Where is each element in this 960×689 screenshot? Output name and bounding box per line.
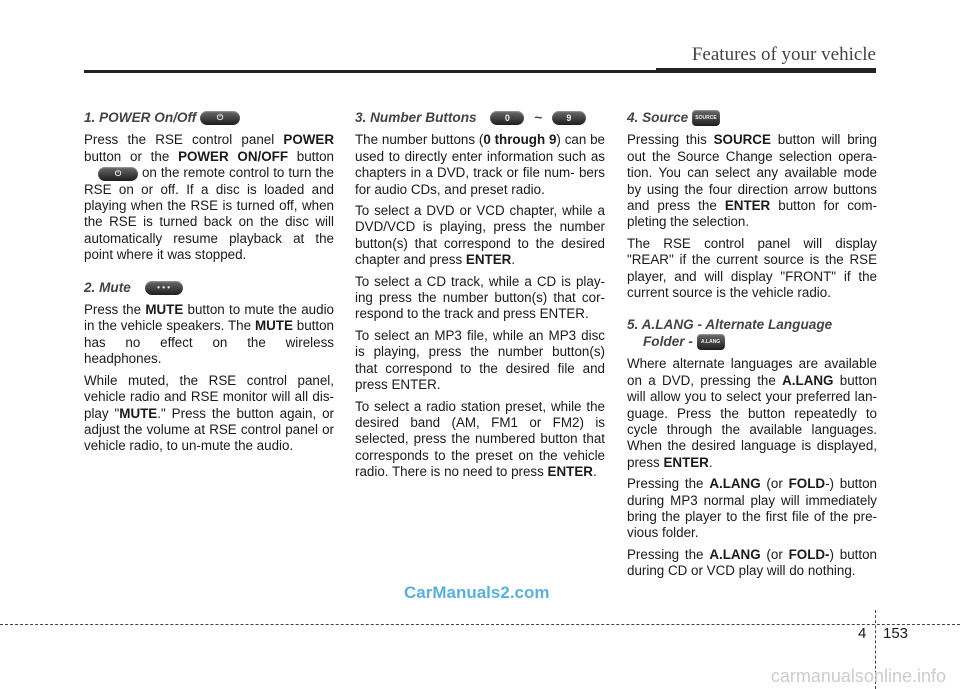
number-para-4: To select an MP3 file, while an MP3 disc is playing, press the number button(s) that correspond to the desired file and press ENTER.	[355, 327, 605, 393]
alang-button-icon: A.LANG	[697, 334, 725, 350]
section-source-title: 4. Source	[627, 110, 689, 125]
section-mute-heading	[84, 280, 334, 296]
alang-para-2: Pressing the A.LANG (or FOLD-) button during MP3 normal play will immediately bring the player to the first file of the pre- vious folder.	[627, 476, 878, 541]
section-alang-heading	[627, 317, 877, 350]
footer-site-watermark: carmanualsonline.info	[770, 666, 946, 686]
section-power-title: 1. POWER On/Off	[84, 110, 197, 125]
page-number: 153	[883, 625, 909, 642]
watermark-link[interactable]: CarManuals2.com	[404, 583, 550, 602]
column-3	[627, 110, 877, 585]
source-para-1: Pressing this SOURCE button will bring out the Source Change selection opera- tion. You can select any available mode by using the four direction arrow buttons and press the ENTER button for com- pleting the selection.	[627, 132, 877, 230]
footer-dashed-rule	[0, 624, 960, 625]
remote-power-icon: ⏻	[98, 167, 138, 181]
section-power-heading	[84, 110, 334, 126]
section-mute-title: 2. Mute	[84, 279, 131, 295]
page-header-title: Features of your vehicle	[691, 44, 876, 65]
section-mute-body-2: While muted, the RSE control panel, vehicle radio and RSE monitor will all dis- play "MUTE." Press the button again, or adjust the volume at RSE control panel or vehicle radio, to un-mute the audio.	[84, 372, 334, 454]
section-number-title: 3. Number Buttons	[355, 110, 477, 125]
number-para-2: To select a DVD or VCD chapter, while a DVD/VCD is playing, press the number button(s) that correspond to the desired chapter and press ENTER.	[355, 203, 605, 268]
number-para-1: The number buttons (0 through 9) can be used to directly enter information such as chapters in a DVD, track or file num- bers for audio CDs, and preset radio.	[355, 132, 605, 197]
source-button-icon: SOURCE	[692, 110, 720, 126]
column-2	[355, 110, 605, 486]
chapter-number: 4	[858, 625, 867, 642]
section-alang-title: 5. A.LANG - Alternate Language	[627, 317, 833, 333]
section-source-heading	[627, 110, 877, 126]
alang-para-3: Pressing the A.LANG (or FOLD-) button during CD or VCD play will do nothing.	[627, 546, 877, 579]
power-button-icon: ⏻	[200, 111, 240, 125]
number-para-3: To select a CD track, while a CD is play- ing press the number button(s) that cor- respond to the track and press ENTER.	[355, 273, 605, 322]
column-1	[84, 110, 334, 460]
tilde: ~	[534, 110, 543, 125]
alang-para-1: Where alternate languages are available on a DVD, pressing the A.LANG button will allow you to select your preferred lan- guage. Press the button repeatedly to cycle through the available languages. When the desired language is displayed, press ENTER.	[627, 356, 877, 470]
number-0-button-icon: 0	[490, 111, 524, 125]
number-para-5: To select a radio station preset, while the desired band (AM, FM1 or FM2) is selected, press the numbered button that corresponds to the preset on the vehicle radio. There is no need to press ENTER.	[355, 398, 605, 480]
mute-button-icon: • • •	[145, 281, 183, 295]
section-mute-body-1: Press the MUTE button to mute the audio in the vehicle speakers. The MUTE button has no effect on the wireless headphones.	[84, 302, 334, 367]
section-number-heading	[355, 110, 605, 126]
section-alang-subtitle: Folder -	[643, 333, 693, 349]
source-para-2: The RSE control panel will display "REAR" if the current source is the RSE player, and will display "FRONT" if the current source is the vehicle radio.	[627, 235, 877, 301]
number-9-button-icon: 9	[552, 111, 586, 125]
section-power-body: Press the RSE control panel POWER button or the POWER ON/OFF button⏻ on the remote control to turn the RSE on or off. If a disc is loaded and playing when the RSE is turned off, when the RSE is turned back on the disc will automatically resume playback at the point where it was stopped.	[84, 132, 334, 263]
header-rule-thick	[656, 68, 876, 73]
